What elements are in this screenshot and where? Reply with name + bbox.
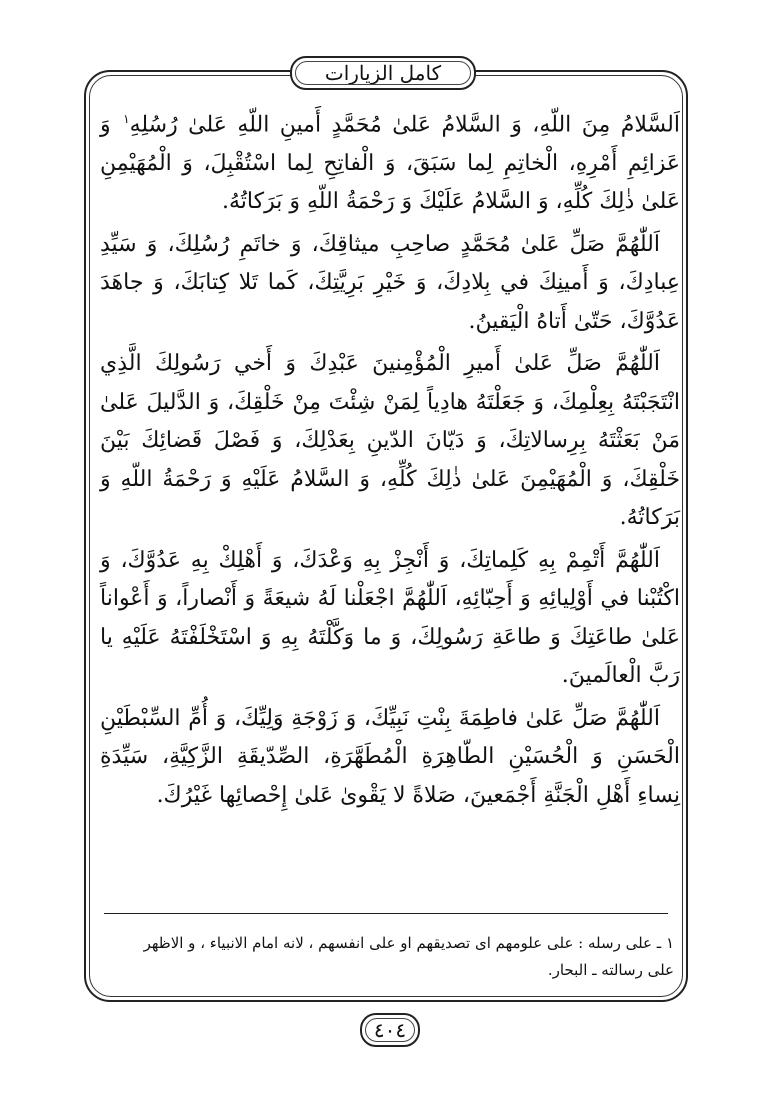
paragraph-1-tail: وَ عَزائِمِ أَمْرِهِ، الْخاتِمِ لِما سَبَقَ، وَ الْفاتِحِ لِما اسْتُقْبِلَ، وَ الْمُهَيْمِنِ عَلىٰ ذٰلِكَ كُلِّهِ، وَ السَّلامُ عَلَيْكَ وَ رَحْمَةُ اللّهِ وَ بَرَكاتُهُ. [100, 112, 680, 215]
page-number-tab [360, 1013, 420, 1047]
footnote-line-1: ١ ـ على رسله : على علومهم اى تصديقهم او على انفسهم ، لانه امام الانبياء ، و الاظهر [143, 934, 674, 952]
main-text [100, 100, 680, 819]
page-number: ٤٠٤ [373, 1018, 407, 1042]
running-header [290, 56, 476, 90]
footnote [104, 930, 674, 984]
paragraph-5: اَللّٰهُمَّ صَلِّ عَلىٰ فاطِمَةَ بِنْتِ نَبِيِّكَ، وَ زَوْجَةِ وَلِيِّكَ، وَ أُمِّ السِّبْطَيْنِ الْحَسَنِ وَ الْحُسَيْنِ الطّاهِرَةِ الْمُطَهَّرَةِ، الصِّدّيقَةِ الزَّكِيَّةِ، سَيِّدَةِ نِساءِ أَهْلِ الْجَنَّةِ أَجْمَعينَ، صَلاةً لا يَقْوىٰ عَلىٰ إِحْصائِها غَيْرُكَ. [100, 705, 680, 808]
footnote-reference: ١ [123, 112, 130, 126]
footnote-divider [104, 913, 668, 914]
book-title: كامل الزيارات [324, 61, 442, 85]
paragraph-3: اَللّٰهُمَّ صَلِّ عَلىٰ أَميرِ الْمُؤْمِنينَ عَبْدِكَ وَ أَخي رَسُولِكَ الَّذِي انْتَجَبْتَهُ بِعِلْمِكَ، وَ جَعَلْتَهُ هادِياً لِمَنْ شِئْتَ مِنْ خَلْقِكَ، وَ الدَّليلَ عَلىٰ مَنْ بَعَثْتَهُ بِرِسالاتِكَ، وَ دَيّانَ الدّينِ بِعَدْلِكَ، وَ فَصْلَ قَضائِكَ بَيْنَ خَلْقِكَ، وَ الْمُهَيْمِنَ عَلىٰ ذٰلِكَ كُلِّهِ، وَ السَّلامُ عَلَيْهِ وَ رَحْمَةُ اللّهِ وَ بَرَكاتُهُ. [100, 351, 680, 531]
footnote-line-2: على رسالته ـ البحار. [547, 961, 674, 979]
paragraph-4: اَللّٰهُمَّ أَتْمِمْ بِهِ كَلِماتِكَ، وَ أَنْجِزْ بِهِ وَعْدَكَ، وَ أَهْلِكْ بِهِ عَدُوَّكَ، وَ اكْتُبْنا في أَوْلِيائِهِ وَ أَحِبّائِهِ، اَللّٰهُمَّ اجْعَلْنا لَهُ شيعَةً وَ أَنْصاراً، وَ أَعْواناً عَلىٰ طاعَتِكَ وَ طاعَةِ رَسُولِكَ، وَ ما وَكَّلْتَهُ بِهِ وَ اسْتَخْلَفْتَهُ عَلَيْهِ يا رَبَّ الْعالَمينَ. [100, 547, 680, 689]
paragraph-1-head: اَلسَّلامُ مِنَ اللّهِ، وَ السَّلامُ عَلىٰ مُحَمَّدٍ أَمينِ اللّهِ عَلىٰ رُسُلِهِ [129, 112, 680, 138]
paragraph-2: اَللّٰهُمَّ صَلِّ عَلىٰ مُحَمَّدٍ صاحِبِ ميثاقِكَ، وَ خاتَمِ رُسُلِكَ، وَ سَيِّدِ عِبادِكَ، وَ أَمينِكَ في بِلادِكَ، وَ خَيْرِ بَرِيَّتِكَ، كَما تَلا كِتابَكَ، وَ جاهَدَ عَدُوَّكَ، حَتّىٰ أَتاهُ الْيَقينُ. [100, 231, 680, 334]
paragraph-1 [100, 100, 680, 222]
